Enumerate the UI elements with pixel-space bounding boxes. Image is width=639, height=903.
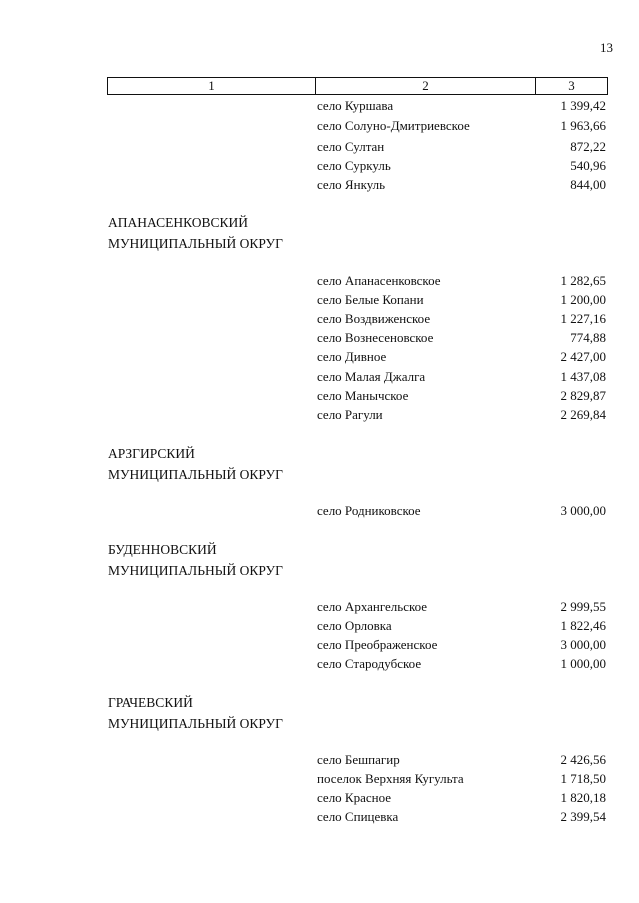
settlement-name: село Белые Копани (317, 292, 424, 307)
settlement-value: 1 399,42 (560, 98, 606, 113)
district-title-line2: МУНИЦИПАЛЬНЫЙ ОКРУГ (108, 467, 283, 482)
settlement-name: село Манычское (317, 388, 409, 403)
settlement-value: 2 829,87 (560, 388, 606, 403)
table-row (0, 769, 639, 788)
table-row (0, 597, 639, 616)
settlement-value: 1 822,46 (560, 618, 606, 633)
settlement-value: 2 426,56 (560, 752, 606, 767)
settlement-value: 1 200,00 (560, 292, 606, 307)
settlement-value: 774,88 (570, 330, 606, 345)
district-title-line2: МУНИЦИПАЛЬНЫЙ ОКРУГ (108, 236, 283, 251)
settlement-name: село Преображенское (317, 637, 438, 652)
table-row (0, 116, 639, 135)
settlement-value: 1 963,66 (560, 118, 606, 133)
district-title-line1: ГРАЧЕВСКИЙ (108, 695, 193, 710)
settlement-name: село Солуно-Дмитриевское (317, 118, 470, 133)
settlement-name: село Бешпагир (317, 752, 400, 767)
settlement-value: 1 227,16 (560, 311, 606, 326)
table-row (0, 635, 639, 654)
settlement-value: 1 282,65 (560, 273, 606, 288)
table-row (0, 501, 639, 520)
settlement-name: село Архангельское (317, 599, 428, 614)
settlement-name: село Стародубское (317, 656, 422, 671)
settlement-name: село Куршава (317, 98, 394, 113)
settlement-name: село Спицевка (317, 809, 399, 824)
district-title-line1: БУДЕННОВСКИЙ (108, 542, 217, 557)
settlement-value: 2 999,55 (560, 599, 606, 614)
table-row (0, 654, 639, 673)
table-row (0, 807, 639, 826)
header-col-2: 2 (316, 78, 536, 94)
table-row (0, 96, 639, 115)
settlement-value: 844,00 (570, 177, 606, 192)
settlement-value: 3 000,00 (560, 637, 606, 652)
settlement-value: 1 718,50 (560, 771, 606, 786)
district-heading (108, 443, 283, 485)
settlement-name: село Воздвиженское (317, 311, 431, 326)
table-row (0, 271, 639, 290)
settlement-value: 3 000,00 (560, 503, 606, 518)
page-number: 13 (600, 40, 613, 55)
settlement-name: село Апанасенковское (317, 273, 441, 288)
settlement-name: поселок Верхняя Кугульта (317, 771, 464, 786)
table-row (0, 175, 639, 194)
table-row (0, 788, 639, 807)
settlement-name: село Янкуль (317, 177, 386, 192)
table-row (0, 290, 639, 309)
settlement-value: 540,96 (570, 158, 606, 173)
settlement-value: 1 820,18 (560, 790, 606, 805)
settlement-name: село Вознесеновское (317, 330, 434, 345)
district-title-line2: МУНИЦИПАЛЬНЫЙ ОКРУГ (108, 563, 283, 578)
table-row (0, 367, 639, 386)
header-col-3: 3 (568, 78, 575, 93)
table-row (0, 328, 639, 347)
table-row (0, 137, 639, 156)
table-row (0, 347, 639, 366)
table-row (0, 309, 639, 328)
settlement-value: 2 269,84 (560, 407, 606, 422)
district-title-line1: АПАНАСЕНКОВСКИЙ (108, 215, 249, 230)
district-title-line2: МУНИЦИПАЛЬНЫЙ ОКРУГ (108, 716, 283, 731)
table-row (0, 386, 639, 405)
district-heading (108, 539, 283, 581)
district-title-line1: АРЗГИРСКИЙ (108, 446, 195, 461)
settlement-name: село Орловка (317, 618, 392, 633)
district-heading (108, 692, 283, 734)
table-row (0, 750, 639, 769)
settlement-name: село Дивное (317, 349, 387, 364)
table-row (0, 156, 639, 175)
settlement-name: село Малая Джалга (317, 369, 426, 384)
table-row (0, 405, 639, 424)
settlement-name: село Красное (317, 790, 392, 805)
settlement-value: 1 000,00 (560, 656, 606, 671)
settlement-name: село Рагули (317, 407, 383, 422)
header-col-1: 1 (108, 78, 316, 94)
settlement-value: 2 399,54 (560, 809, 606, 824)
settlement-name: село Суркуль (317, 158, 391, 173)
settlement-value: 872,22 (570, 139, 606, 154)
table-row (0, 616, 639, 635)
district-heading (108, 212, 283, 254)
settlement-value: 2 427,00 (560, 349, 606, 364)
table-header (107, 77, 608, 95)
settlement-value: 1 437,08 (560, 369, 606, 384)
settlement-name: село Султан (317, 139, 385, 154)
settlement-name: село Родниковское (317, 503, 421, 518)
